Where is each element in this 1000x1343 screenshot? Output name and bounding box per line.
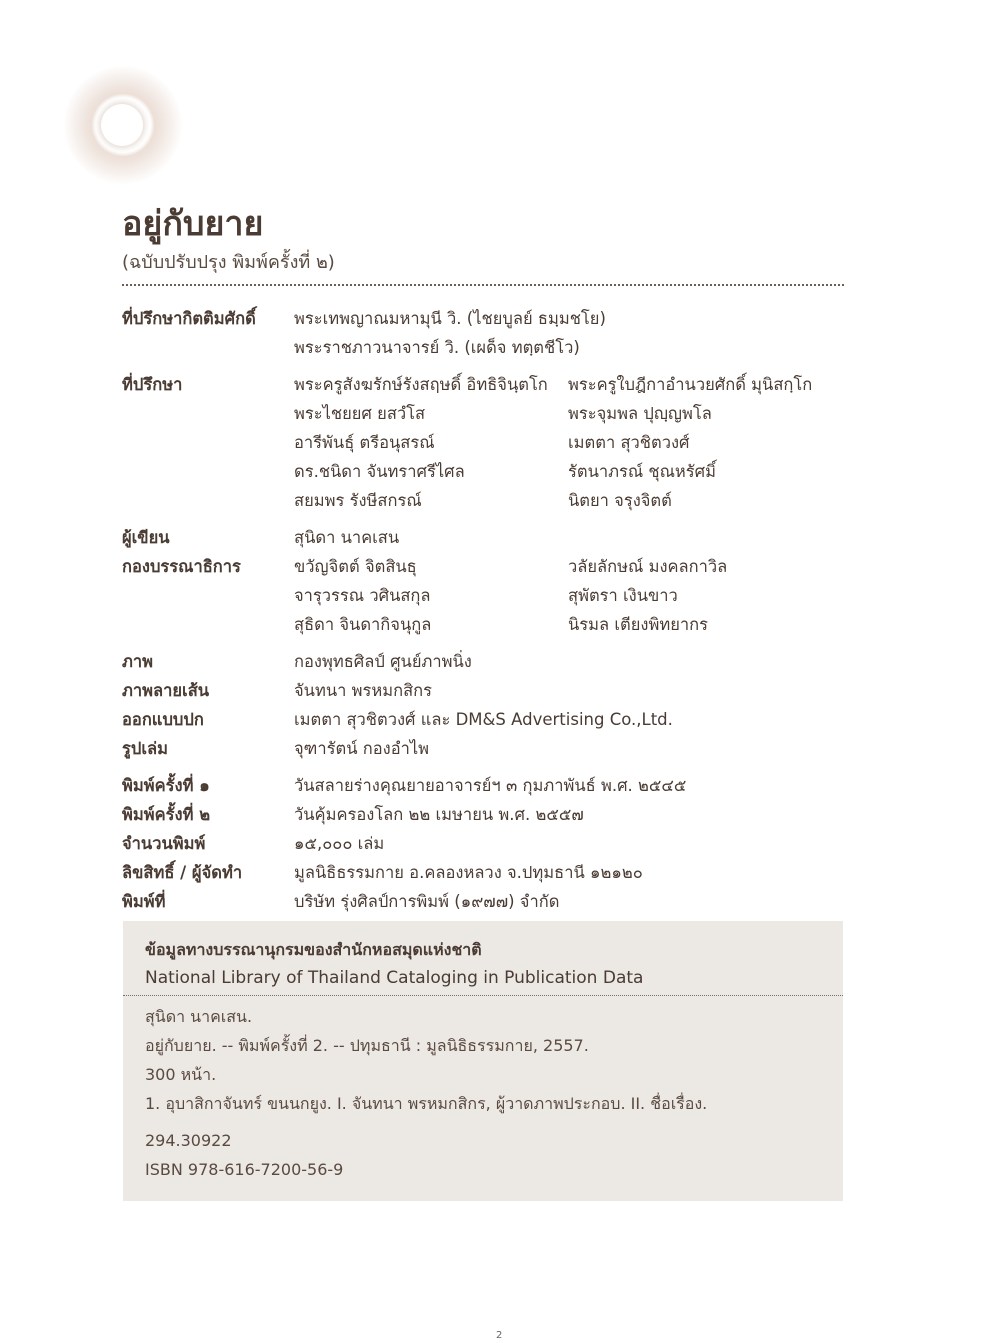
- credit-name: ดร.ชนิดา จันทราศรีไศล: [294, 462, 465, 481]
- credit-name: สุพัตรา เงินขาว: [568, 586, 678, 605]
- credit-row: [122, 800, 862, 829]
- credit-label: ภาพ: [122, 652, 154, 671]
- cip-line: อยู่กับยาย. -- พิมพ์ครั้งที่ 2. -- ปทุมธานี : มูลนิธิธรรมกาย, 2557.: [145, 1036, 589, 1055]
- credit-row: [122, 771, 862, 800]
- credit-names: [294, 523, 862, 552]
- credit-name: พระครูสังฆรักษ์รังสฤษดิ์ อิทธิจินฺตโก: [294, 375, 548, 394]
- credit-names: [294, 800, 862, 829]
- credit-name: วันสลายร่างคุณยายอาจารย์ฯ ๓ กุมภาพันธ์ พ.ศ. ๒๕๔๕: [294, 776, 687, 795]
- credit-row: [122, 734, 862, 763]
- credit-label: พิมพ์ครั้งที่ ๒: [122, 805, 211, 824]
- book-title: อยู่กับยาย: [122, 204, 264, 244]
- credit-name: จุฑารัตน์ กองอำไพ: [294, 739, 430, 758]
- credit-label: พิมพ์ที่: [122, 892, 166, 911]
- cip-isbn: ISBN 978-616-7200-56-9: [145, 1160, 344, 1179]
- credit-names: [294, 304, 862, 362]
- cip-heading-english: National Library of Thailand Cataloging in Publication Data: [145, 968, 644, 988]
- credit-names: [294, 858, 862, 887]
- credit-row: [122, 370, 862, 515]
- credit-names: [294, 705, 862, 734]
- credit-row: [122, 887, 862, 916]
- credit-row: [122, 858, 862, 887]
- credit-label: ผู้เขียน: [122, 528, 170, 547]
- credit-name: มูลนิธิธรรมกาย อ.คลองหลวง จ.ปทุมธานี ๑๒๑๒๐: [294, 863, 643, 882]
- credit-row: [122, 676, 862, 705]
- credit-name: จันทนา พรหมกสิกร: [294, 681, 433, 700]
- credit-name: สุธิดา จินดากิจนุกูล: [294, 615, 432, 634]
- credit-name: สยมพร รังษีสกรณ์: [294, 491, 422, 510]
- credit-name: สุนิดา นาคเสน: [294, 528, 400, 547]
- decorative-orb-core: [101, 104, 143, 146]
- credit-name: วลัยลักษณ์ มงคลกาวิล: [568, 557, 728, 576]
- cip-line: 1. อุบาสิกาจันทร์ ขนนกยูง. I. จันทนา พรหมกสิกร, ผู้วาดภาพประกอบ. II. ชื่อเรื่อง.: [145, 1094, 708, 1113]
- credit-name: อารีพันธุ์ ตรีอนุสรณ์: [294, 433, 435, 452]
- credit-name: พระเทพญาณมหามุนี วิ. (ไชยบูลย์ ธมฺมชโย): [294, 309, 606, 328]
- credit-name: นิตยา จรุงจิตต์: [568, 491, 672, 510]
- credit-names: [294, 647, 862, 676]
- credit-label: กองบรรณาธิการ: [122, 557, 241, 576]
- cip-line: 300 หน้า.: [145, 1065, 217, 1084]
- credit-names: [294, 734, 862, 763]
- credit-label: ที่ปรึกษา: [122, 375, 183, 394]
- credit-label: จำนวนพิมพ์: [122, 834, 206, 853]
- credit-name: พระราชภาวนาจารย์ วิ. (เผด็จ ทตฺตชีโว): [294, 338, 580, 357]
- credit-label: ลิขสิทธิ์ / ผู้จัดทำ: [122, 863, 243, 882]
- page-number: 2: [496, 1330, 503, 1341]
- credit-names: [294, 552, 862, 639]
- credit-name: ขวัญจิตต์ จิตสินธุ: [294, 557, 417, 576]
- credit-row: [122, 647, 862, 676]
- credit-label: พิมพ์ครั้งที่ ๑: [122, 776, 210, 795]
- credit-names: [294, 676, 862, 705]
- credit-row: [122, 523, 862, 552]
- credit-label: รูปเล่ม: [122, 739, 168, 758]
- credit-row: [122, 829, 862, 858]
- credit-names: [294, 771, 862, 800]
- credit-names: [294, 829, 862, 858]
- cip-box: [123, 921, 843, 1201]
- cip-heading-thai: ข้อมูลทางบรรณานุกรมของสำนักหอสมุดแห่งชาติ: [145, 940, 482, 959]
- credit-name: เมตตา สุวชิตวงศ์ และ DM&S Advertising Co.,Ltd.: [294, 710, 673, 729]
- credit-names: [294, 887, 862, 916]
- credit-label: ออกแบบปก: [122, 710, 204, 729]
- credit-name: กองพุทธศิลป์ ศูนย์ภาพนิ่ง: [294, 652, 472, 671]
- credit-name: เมตตา สุวชิตวงศ์: [568, 433, 690, 452]
- credit-name: จารุวรรณ วศินสกุล: [294, 586, 431, 605]
- credit-name: พระครูใบฎีกาอำนวยศักดิ์ มุนิสกฺโก: [568, 375, 813, 394]
- credit-label: ที่ปรึกษากิตติมศักดิ์: [122, 309, 256, 328]
- dotted-divider: [122, 284, 844, 286]
- credit-name: นิรมล เตียงพิทยากร: [568, 615, 708, 634]
- credit-name: รัตนาภรณ์ ชุณหรัศมิ์: [568, 462, 717, 481]
- credit-name: ๑๕,๐๐๐ เล่ม: [294, 834, 385, 853]
- cip-body: [123, 996, 843, 1184]
- credit-row: [122, 705, 862, 734]
- credit-name: พระไชยยศ ยสวํโส: [294, 404, 426, 423]
- cip-line: สุนิดา นาคเสน.: [145, 1007, 253, 1026]
- credit-name: วันคุ้มครองโลก ๒๒ เมษายน พ.ศ. ๒๕๕๗: [294, 805, 584, 824]
- credits-list: [122, 304, 862, 916]
- credit-name: พระจุมพล ปุญฺญพโล: [568, 404, 712, 423]
- book-subtitle: (ฉบับปรับปรุง พิมพ์ครั้งที่ ๒): [122, 252, 335, 273]
- credit-row: [122, 304, 862, 362]
- credit-label: ภาพลายเส้น: [122, 681, 210, 700]
- credit-row: [122, 552, 862, 639]
- cip-classification: 294.30922: [145, 1131, 232, 1150]
- credit-names: [294, 370, 862, 515]
- credit-name: บริษัท รุ่งศิลป์การพิมพ์ (๑๙๗๗) จำกัด: [294, 892, 560, 911]
